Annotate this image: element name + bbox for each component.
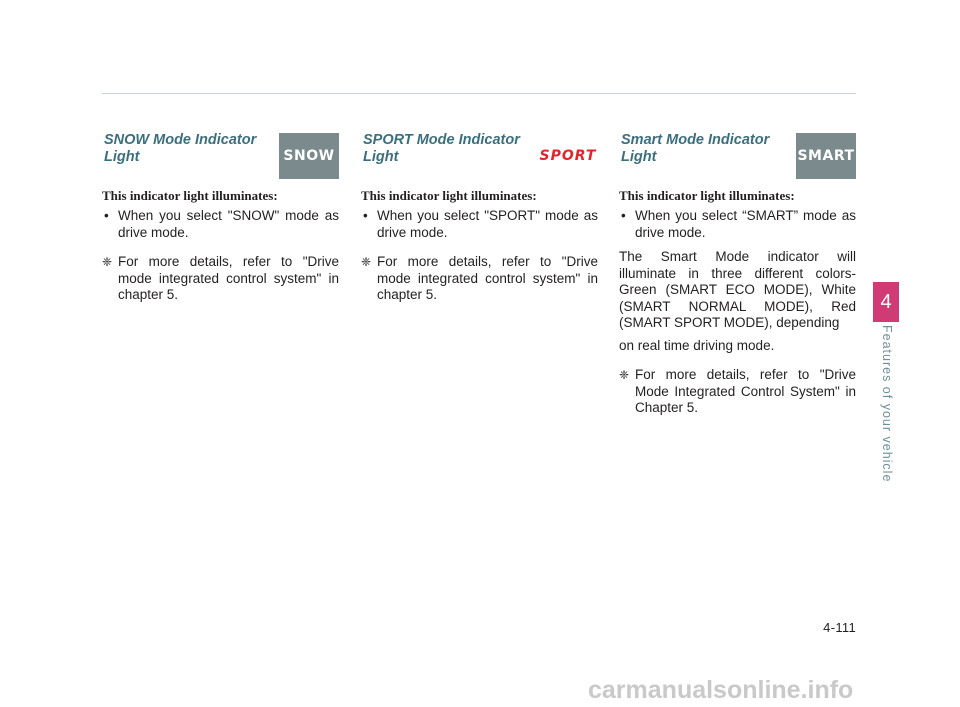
note-mark-icon: ❈: [102, 255, 113, 269]
smart-paragraph-colors: The Smart Mode indicator will illuminate in three different colors- Green (SMART ECO MODE), White (SMART NORMAL MODE), Red (SMART SPORT MODE), depending: [619, 249, 856, 330]
sport-lead: This indicator light illuminates:: [361, 188, 537, 203]
smart-lead: This indicator light illuminates:: [619, 188, 795, 203]
snow-indicator-icon: SNOW: [279, 133, 339, 179]
smart-mode-section: [619, 130, 856, 417]
chapter-title-vertical: Features of your vehicle: [880, 325, 894, 483]
watermark: carmanualsonline.info: [588, 676, 854, 704]
note-mark-icon: ❈: [361, 255, 372, 269]
snow-note-text: For more details, refer to "Drive mode integrated control system" in chapter 5.: [118, 254, 339, 302]
chapter-tab: 4: [873, 282, 899, 322]
snow-note: [102, 254, 339, 304]
sport-bullet-text: When you select "SPORT" mode as drive mode.: [377, 208, 598, 240]
sport-mode-section: [361, 130, 598, 304]
bullet-icon: •: [363, 208, 368, 223]
note-mark-icon: ❈: [619, 368, 630, 382]
sport-note-text: For more details, refer to "Drive mode integrated control system" in chapter 5.: [377, 254, 598, 302]
sport-indicator-icon: SPORT: [538, 133, 598, 179]
smart-paragraph-realtime: on real time driving mode.: [619, 337, 775, 353]
bullet-icon: •: [621, 208, 626, 223]
smart-heading: Smart Mode Indicator Light: [621, 132, 770, 165]
snow-mode-section: [102, 130, 339, 304]
snow-heading-row: [102, 130, 339, 180]
smart-bullet: [619, 208, 856, 241]
smart-heading-row: [619, 130, 856, 180]
snow-bullet: [102, 208, 339, 241]
smart-bullet-text: When you select “SMART” mode as drive mode.: [635, 208, 856, 240]
bullet-icon: •: [104, 208, 109, 223]
snow-bullet-text: When you select "SNOW" mode as drive mode.: [118, 208, 339, 240]
smart-indicator-icon: SMART: [796, 133, 856, 179]
smart-note-text: For more details, refer to "Drive Mode Integrated Control System" in Chapter 5.: [635, 367, 856, 415]
top-divider: [102, 93, 856, 94]
snow-lead: This indicator light illuminates:: [102, 188, 278, 203]
smart-note: [619, 367, 856, 417]
sport-heading-row: [361, 130, 598, 180]
sport-note: [361, 254, 598, 304]
page-number: 4-111: [823, 620, 856, 635]
sport-heading: SPORT Mode Indicator Light: [363, 132, 520, 165]
sport-bullet: [361, 208, 598, 241]
snow-heading: SNOW Mode Indicator Light: [104, 132, 257, 165]
